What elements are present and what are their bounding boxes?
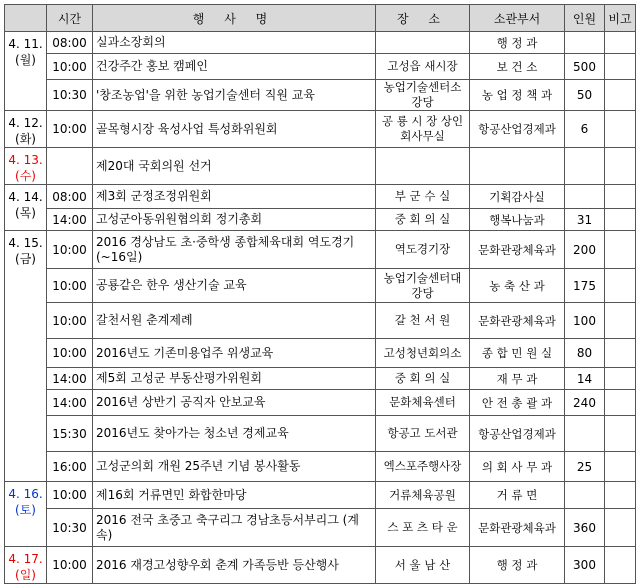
attendee-count-cell: 200 — [565, 231, 605, 269]
time-cell: 10:30 — [47, 509, 93, 547]
note-cell — [605, 547, 636, 584]
table-row — [5, 111, 636, 148]
event-name-cell: 고성군아동위원협의회 정기총회 — [93, 209, 376, 231]
table-row — [5, 482, 636, 509]
time-cell: 10:00 — [47, 547, 93, 584]
date-cell — [5, 231, 47, 482]
schedule-table — [4, 4, 636, 584]
attendee-count-cell: 50 — [565, 80, 605, 111]
date-label: 4. 12. — [8, 116, 43, 130]
event-name-cell: 고성군의회 개원 25주년 기념 봉사활동 — [93, 452, 376, 482]
table-row — [5, 80, 636, 111]
table-row — [5, 269, 636, 303]
weekday-label: (토) — [15, 503, 36, 517]
place-cell: 갈 천 서 원 — [376, 303, 470, 339]
header-place: 장 소 — [376, 5, 470, 32]
place-cell: 고성청년회의소 — [376, 339, 470, 368]
event-name-cell: 2016 재경고성향우회 춘계 가족등반 등산행사 — [93, 547, 376, 584]
place-cell — [376, 148, 470, 185]
department-cell: 재 무 과 — [470, 368, 565, 390]
date-cell — [5, 185, 47, 231]
date-label: 4. 16. — [8, 487, 43, 501]
schedule-body — [5, 32, 636, 584]
place-cell: 고성읍 새시장 — [376, 54, 470, 80]
time-cell: 08:00 — [47, 185, 93, 209]
table-row — [5, 509, 636, 547]
attendee-count-cell: 360 — [565, 509, 605, 547]
date-label: 4. 14. — [8, 190, 43, 204]
attendee-count-cell: 100 — [565, 303, 605, 339]
attendee-count-cell — [565, 482, 605, 509]
department-cell: 안 전 총 괄 과 — [470, 390, 565, 416]
attendee-count-cell: 80 — [565, 339, 605, 368]
place-cell: 문화체육센터 — [376, 390, 470, 416]
header-date — [5, 5, 47, 32]
event-name-cell: 2016년도 찾아가는 청소년 경제교육 — [93, 416, 376, 452]
weekday-label: (금) — [15, 252, 36, 266]
attendee-count-cell: 31 — [565, 209, 605, 231]
time-cell: 14:00 — [47, 209, 93, 231]
table-row — [5, 231, 636, 269]
department-cell: 항공산업경제과 — [470, 111, 565, 148]
event-name-cell: 2016 경상남도 초·중학생 종합체육대회 역도경기 (~16일) — [93, 231, 376, 269]
time-cell: 14:00 — [47, 390, 93, 416]
department-cell: 기획감사실 — [470, 185, 565, 209]
department-cell: 종 합 민 원 실 — [470, 339, 565, 368]
note-cell — [605, 416, 636, 452]
note-cell — [605, 390, 636, 416]
date-label: 4. 13. — [8, 153, 43, 167]
note-cell — [605, 185, 636, 209]
table-row — [5, 416, 636, 452]
event-name-cell: 실과소장회의 — [93, 32, 376, 54]
event-name-cell: 제5회 고성군 부동산평가위원회 — [93, 368, 376, 390]
date-cell — [5, 547, 47, 584]
date-label: 4. 11. — [8, 37, 43, 51]
note-cell — [605, 339, 636, 368]
note-cell — [605, 209, 636, 231]
time-cell: 10:00 — [47, 111, 93, 148]
place-cell: 서 울 남 산 — [376, 547, 470, 584]
time-cell: 10:00 — [47, 303, 93, 339]
place-cell: 농업기술센터소강당 — [376, 80, 470, 111]
event-name-cell: 2016년 상반기 공직자 안보교육 — [93, 390, 376, 416]
department-cell: 의 회 사 무 과 — [470, 452, 565, 482]
event-name-cell: 골목형시장 육성사업 특성화위원회 — [93, 111, 376, 148]
place-cell — [376, 32, 470, 54]
note-cell — [605, 368, 636, 390]
note-cell — [605, 452, 636, 482]
table-row — [5, 339, 636, 368]
table-row — [5, 368, 636, 390]
time-cell: 16:00 — [47, 452, 93, 482]
time-cell: 10:00 — [47, 269, 93, 303]
note-cell — [605, 111, 636, 148]
attendee-count-cell — [565, 416, 605, 452]
note-cell — [605, 303, 636, 339]
place-cell: 부 군 수 실 — [376, 185, 470, 209]
place-cell: 공 룡 시 장 상인회사무실 — [376, 111, 470, 148]
table-row — [5, 32, 636, 54]
department-cell: 거 류 면 — [470, 482, 565, 509]
note-cell — [605, 80, 636, 111]
date-cell — [5, 111, 47, 148]
time-cell: 08:00 — [47, 32, 93, 54]
note-cell — [605, 231, 636, 269]
date-cell — [5, 482, 47, 547]
date-cell — [5, 148, 47, 185]
event-name-cell: '창조농업'을 위한 농업기술센터 직원 교육 — [93, 80, 376, 111]
department-cell — [470, 148, 565, 185]
table-row — [5, 303, 636, 339]
place-cell: 중 회 의 실 — [376, 209, 470, 231]
event-name-cell: 2016년도 기존미용업주 위생교육 — [93, 339, 376, 368]
time-cell: 10:00 — [47, 339, 93, 368]
time-cell — [47, 148, 93, 185]
attendee-count-cell: 25 — [565, 452, 605, 482]
attendee-count-cell: 240 — [565, 390, 605, 416]
attendee-count-cell: 300 — [565, 547, 605, 584]
place-cell: 역도경기장 — [376, 231, 470, 269]
time-cell: 10:30 — [47, 80, 93, 111]
department-cell: 항공산업경제과 — [470, 416, 565, 452]
table-row — [5, 54, 636, 80]
attendee-count-cell: 14 — [565, 368, 605, 390]
header-dept: 소관부서 — [470, 5, 565, 32]
department-cell: 농 업 정 책 과 — [470, 80, 565, 111]
time-cell: 15:30 — [47, 416, 93, 452]
department-cell: 문화관광체육과 — [470, 231, 565, 269]
weekday-label: (월) — [15, 53, 36, 67]
note-cell — [605, 148, 636, 185]
note-cell — [605, 509, 636, 547]
note-cell — [605, 269, 636, 303]
place-cell: 엑스포주행사장 — [376, 452, 470, 482]
event-name-cell: 공룡같은 한우 생산기술 교육 — [93, 269, 376, 303]
event-name-cell: 갈천서원 춘계제례 — [93, 303, 376, 339]
weekday-label: (일) — [15, 568, 36, 582]
table-row — [5, 209, 636, 231]
header-time: 시간 — [47, 5, 93, 32]
table-row — [5, 185, 636, 209]
table-row — [5, 148, 636, 185]
attendee-count-cell: 175 — [565, 269, 605, 303]
table-row — [5, 390, 636, 416]
place-cell: 거류체육공원 — [376, 482, 470, 509]
date-label: 4. 15. — [8, 236, 43, 250]
event-name-cell: 제3회 군정조정위원회 — [93, 185, 376, 209]
time-cell: 14:00 — [47, 368, 93, 390]
time-cell: 10:00 — [47, 54, 93, 80]
place-cell: 항공고 도서관 — [376, 416, 470, 452]
header-note: 비고 — [605, 5, 636, 32]
table-row — [5, 547, 636, 584]
weekday-label: (화) — [15, 132, 36, 146]
department-cell: 행 정 과 — [470, 547, 565, 584]
event-name-cell: 건강주간 홍보 캠페인 — [93, 54, 376, 80]
event-name-cell: 제16회 거류면민 화합한마당 — [93, 482, 376, 509]
department-cell: 행 정 과 — [470, 32, 565, 54]
attendee-count-cell — [565, 148, 605, 185]
time-cell: 10:00 — [47, 231, 93, 269]
weekday-label: (수) — [15, 169, 36, 183]
event-name-cell: 2016 전국 초중고 축구리그 경남초등서부리그 (계속) — [93, 509, 376, 547]
time-cell: 10:00 — [47, 482, 93, 509]
weekday-label: (목) — [15, 206, 36, 220]
place-cell: 중 회 의 실 — [376, 368, 470, 390]
department-cell: 보 건 소 — [470, 54, 565, 80]
event-name-cell: 제20대 국회의원 선거 — [93, 148, 376, 185]
date-cell — [5, 32, 47, 111]
attendee-count-cell — [565, 185, 605, 209]
attendee-count-cell: 6 — [565, 111, 605, 148]
header-row — [5, 5, 636, 32]
table-row — [5, 452, 636, 482]
department-cell: 문화관광체육과 — [470, 303, 565, 339]
note-cell — [605, 32, 636, 54]
place-cell: 스 포 츠 타 운 — [376, 509, 470, 547]
department-cell: 농 축 산 과 — [470, 269, 565, 303]
date-label: 4. 17. — [8, 552, 43, 566]
header-count: 인원 — [565, 5, 605, 32]
department-cell: 문화관광체육과 — [470, 509, 565, 547]
note-cell — [605, 482, 636, 509]
header-event: 행 사 명 — [93, 5, 376, 32]
note-cell — [605, 54, 636, 80]
place-cell: 농업기술센터대강당 — [376, 269, 470, 303]
department-cell: 행복나눔과 — [470, 209, 565, 231]
attendee-count-cell — [565, 32, 605, 54]
attendee-count-cell: 500 — [565, 54, 605, 80]
